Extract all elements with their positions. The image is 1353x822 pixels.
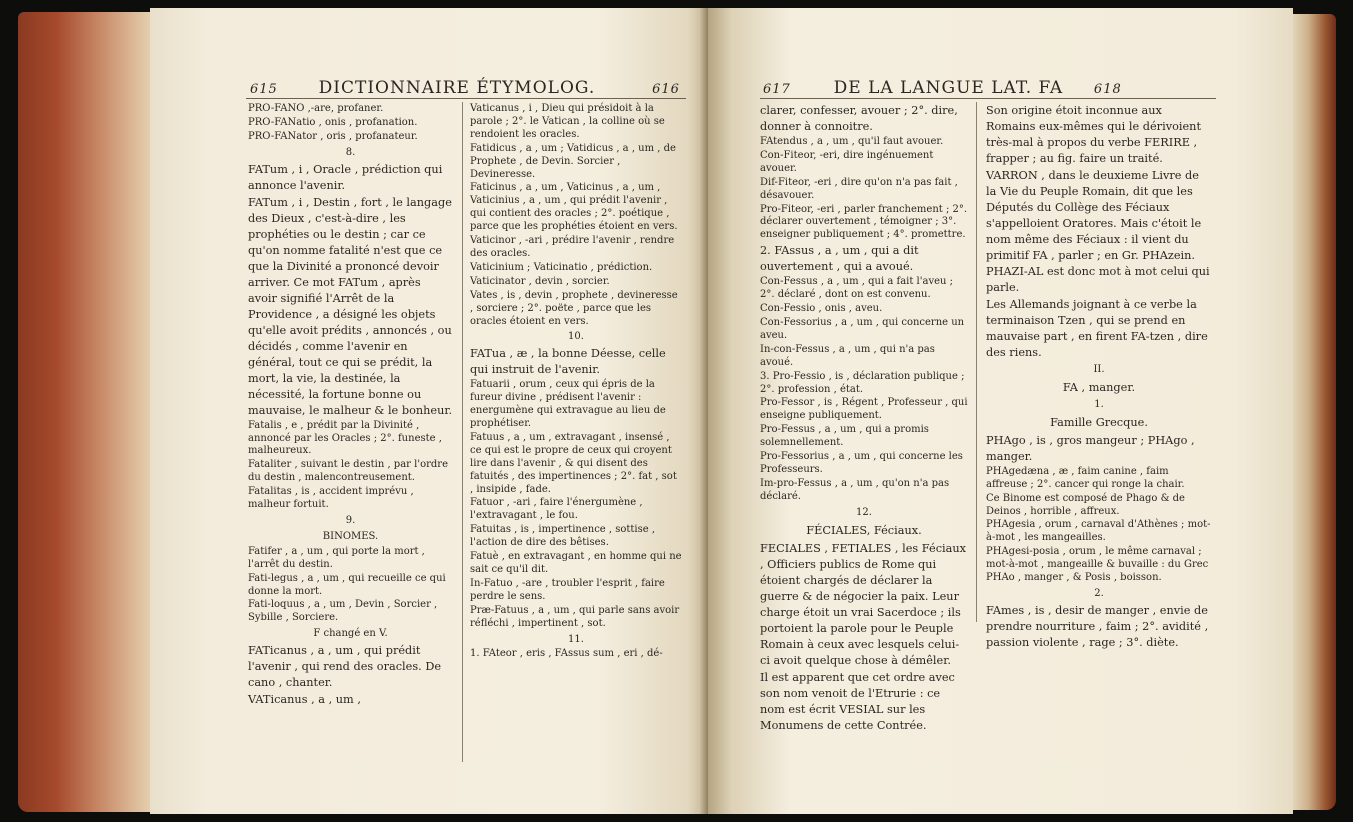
dictionary-entry: Fati-legus , a , um , qui recueille ce qui donne la mort.	[248, 572, 446, 597]
dictionary-entry: Fatidicus , a , um ; Vatidicus , a , um , de Prophete , de Devin. Sorcier , Devineresse.	[470, 142, 676, 180]
dictionary-entry: Præ-Fatuus , a , um , qui parle sans avoir réfléchi , impertinent , sot.	[470, 604, 680, 629]
dictionary-entry: Fatalitas , is , accident imprévu , malheur fortuit.	[248, 486, 414, 511]
dictionary-entry: In-con-Fessus , a , um , qui n'a pas avoué.	[760, 343, 935, 368]
dictionary-entry: Il est apparent que cet ordre avec son nom venoit de l'Etrurie : ce nom est écrit VESIAL sur les Monumens de cette Contrée.	[760, 670, 955, 732]
dictionary-entry: FAtendus , a , um , qu'il faut avouer.	[760, 136, 944, 147]
dictionary-entry: PRO-FANatio , onis , profanation.	[248, 116, 418, 128]
dictionary-entry: 3. Pro-Fessio , is , déclaration publique ; 2°. profession , état.	[760, 370, 965, 395]
right-page	[708, 8, 1293, 814]
section-heading: 2.	[1094, 587, 1104, 599]
section-heading: 1.	[1094, 398, 1104, 410]
left-page-number-b: 616	[652, 82, 680, 97]
dictionary-entry: Fatuè , en extravagant , en homme qui ne sait ce qu'il dit.	[470, 551, 682, 575]
dictionary-entry: Con-Fessorius , a , um , qui concerne un aveu.	[760, 316, 965, 341]
section-heading: 11.	[568, 633, 584, 645]
section-heading: 8.	[345, 146, 356, 158]
section-heading: Famille Grecque.	[1050, 415, 1148, 429]
left-column-2	[470, 103, 682, 662]
dictionary-entry: Fatuarii , orum , ceux qui épris de la fureur divine , prédisent l'avenir : energumène qui extravague au lieu de prophétiser.	[470, 379, 666, 430]
section-heading: FÉCIALES, Féciaux.	[806, 523, 922, 537]
dictionary-entry: clarer, confesser, avouer ; 2°. dire, donner à connoitre.	[760, 104, 958, 133]
dictionary-entry: Dif-Fiteor, -eri , dire qu'on n'a pas fait , désavouer.	[760, 176, 958, 201]
dictionary-entry: PRO-FANO ,-are, profaner.	[248, 103, 384, 114]
section-heading: 9.	[345, 514, 356, 526]
dictionary-entry: Son origine étoit inconnue aux Romains eux-mêmes qui le dérivoient très-mal à propos du verbe FERIRE , frapper ; au fig. faire un traité.	[986, 104, 1201, 165]
dictionary-entry: Vaticinium ; Vaticinatio , prédiction.	[470, 261, 653, 273]
dictionary-entry: FAmes , is , desir de manger , envie de prendre nourriture , faim ; 2°. avidité , passion violente , rage ; 3°. diète.	[986, 603, 1209, 649]
dictionary-entry: PHAgesi-posia , orum , le même carnaval ; mot-à-mot , mangeaille & buvaille : du Grec PHAo , manger , & Posis , boisson.	[986, 546, 1209, 584]
dictionary-entry: Vaticinor , -ari , prédire l'avenir , rendre des oracles.	[470, 235, 675, 259]
dictionary-entry: Fatuor , -ari , faire l'énergumène , l'extravagant , le fou.	[470, 497, 643, 522]
dictionary-entry: Vaticinator , devin , sorcier.	[470, 275, 610, 287]
left-page-number-a: 615	[250, 82, 278, 97]
dictionary-entry: Con-Fiteor, -eri, dire ingénuement avouer.	[760, 149, 934, 174]
dictionary-entry: Fatalis , e , prédit par la Divinité , annoncé par les Oracles ; 2°. funeste , malheureux.	[248, 419, 442, 457]
dictionary-entry: FATum , i , Destin , fort , le langage des Dieux , c'est-à-dire , les prophéties ou le destin ; car ce qu'on nomme fatalité n'est que ce que la Divinité a prononcé devoir arriver. Ce mot FATum , après avoir signifié l'Arrêt de la Providence , a désigné les objets qu'elle avoit prédits , annoncés , ou décidés , comme l'avenir en général, tout ce qui se prédit, la mort, la vie, la destinée, la nécessité, la fortune bonne ou mauvaise, le malheur & le bonheur.	[248, 195, 453, 417]
right-page-header	[763, 78, 1122, 98]
dictionary-entry: Fatuus , a , um , extravagant , insensé , ce qui est le propre de ceux qui croyent lire dans l'avenir , & qui disent des fatuités , des impertinences ; 2°. fat , sot , insipide , fade.	[470, 431, 677, 495]
dictionary-entry: Fataliter , suivant le destin , par l'ordre du destin , malencontreusement.	[248, 459, 448, 484]
dictionary-entry: 1. FAteor , eris , FAssus sum , eri , dé-	[470, 648, 663, 660]
section-heading: 10.	[568, 331, 584, 343]
dictionary-entry: Pro-Fessorius , a , um , qui concerne les Professeurs.	[760, 451, 963, 475]
dictionary-entry: Fati-loquus , a , um , Devin , Sorcier , Sybille , Sorciere.	[248, 599, 438, 624]
dictionary-entry: 2. FAssus , a , um , qui a dit ouvertement , qui a avoué.	[760, 244, 919, 274]
dictionary-entry: VARRON , dans le deuxieme Livre de la Vie du Peuple Romain, dit que les Députés du Collège des Féciaux s'appelloient Oratores. Mais c'étoit le nom même des Féciaux : il vient du primitif FA , parler ; en Gr. PHAzein. PHAZI-AL est donc mot à mot celui qui parle.	[986, 169, 1210, 294]
left-page-edges	[18, 12, 168, 812]
right-column-divider	[976, 102, 977, 622]
left-page-header	[250, 78, 680, 98]
dictionary-entry: In-Fatuo , -are , troubler l'esprit , faire perdre le sens.	[470, 577, 665, 602]
right-page-title: DE LA LANGUE LAT. FA	[833, 78, 1064, 98]
left-page	[150, 8, 710, 814]
dictionary-entry: VATicanus , a , um ,	[248, 693, 361, 707]
right-page-number-b: 618	[1093, 82, 1122, 97]
dictionary-entry: Con-Fessus , a , um , qui a fait l'aveu ; 2°. déclaré , dont on est convenu.	[760, 276, 954, 301]
right-column-1	[760, 103, 968, 735]
section-heading: II.	[1093, 364, 1105, 375]
dictionary-entry: FATicanus , a , um , qui prédit l'avenir , qui rend des oracles. De cano , chanter.	[248, 644, 442, 690]
dictionary-entry: PHAgesia , orum , carnaval d'Athènes ; mot-à-mot , les mangeailles.	[986, 519, 1211, 544]
right-header-rule	[760, 98, 1216, 99]
dictionary-entry: PHAgedæna , æ , faim canine , faim affreuse ; 2°. cancer qui ronge la chair.	[986, 465, 1185, 490]
dictionary-entry: Les Allemands joignant à ce verbe la terminaison Tzen , qui se prend en mauvaise part , en firent FA-tzen , dire des riens.	[986, 298, 1208, 359]
dictionary-entry: Pro-Fessus , a , um , qui a promis solemnellement.	[760, 424, 929, 449]
left-header-rule	[246, 98, 686, 99]
dictionary-entry: PRO-FANator , oris , profanateur.	[248, 130, 418, 142]
dictionary-entry: Fatuitas , is , impertinence , sottise , l'action de dire des bêtises.	[470, 524, 656, 549]
dictionary-entry: Con-Fessio , onis , aveu.	[760, 303, 883, 315]
dictionary-entry: Pro-Fessor , is , Régent , Professeur , qui enseigne publiquement.	[760, 397, 968, 422]
right-column-2	[986, 103, 1212, 652]
section-heading: BINOMES.	[322, 530, 379, 542]
dictionary-entry: Faticinus , a , um , Vaticinus , a , um , Vaticinius , a , um , qui prédit l'avenir , qui contient des oracles ; 2°. poétique , parce que les prophéties étoient en vers.	[470, 182, 678, 233]
left-page-title: DICTIONNAIRE ÉTYMOLOG.	[318, 78, 596, 98]
dictionary-entry: Fatifer , a , um , qui porte la mort , l'arrêt du destin.	[248, 545, 425, 570]
right-page-number-a: 617	[763, 82, 791, 97]
dictionary-entry: Im-pro-Fessus , a , um , qu'on n'a pas déclaré.	[760, 477, 950, 502]
dictionary-entry: FATua , æ , la bonne Déesse, celle qui instruit de l'avenir.	[470, 347, 666, 377]
left-column-1	[248, 103, 453, 709]
section-heading: FA , manger.	[1062, 380, 1136, 394]
section-heading: F changé en V.	[313, 628, 388, 640]
section-heading: 12.	[856, 506, 872, 518]
left-column-divider	[462, 102, 463, 762]
dictionary-entry: Vaticanus , i , Dieu qui présidoit à la parole ; 2°. le Vatican , la colline où se rendoient les oracles.	[470, 103, 665, 140]
dictionary-entry: Vates , is , devin , prophete , devineresse , sorciere ; 2°. poëte , parce que les oracles étoient en vers.	[470, 289, 678, 327]
dictionary-entry: Ce Binome est composé de Phago & de Deinos , horrible , affreux.	[986, 492, 1185, 517]
dictionary-entry: PHAgo , is , gros mangeur ; PHAgo , manger.	[986, 433, 1195, 463]
dictionary-entry: Pro-Fiteor, -eri , parler franchement ; 2°. déclarer ouvertement , témoigner ; 3°. enseigner publiquement ; 4°. promettre.	[760, 203, 968, 241]
dictionary-entry: FATum , i , Oracle , prédiction qui annonce l'avenir.	[248, 162, 443, 192]
dictionary-entry: FECIALES , FETIALES , les Féciaux , Officiers publics de Rome qui étoient chargés de déclarer la guerre & de négocier la paix. Leur charge étoit un vrai Sacerdoce ; ils portoient la parole pour le Peuple Romain à ceux avec lesquels celui-ci avoit quelque chose à démêler.	[760, 541, 967, 667]
right-page-edges	[1290, 14, 1336, 810]
